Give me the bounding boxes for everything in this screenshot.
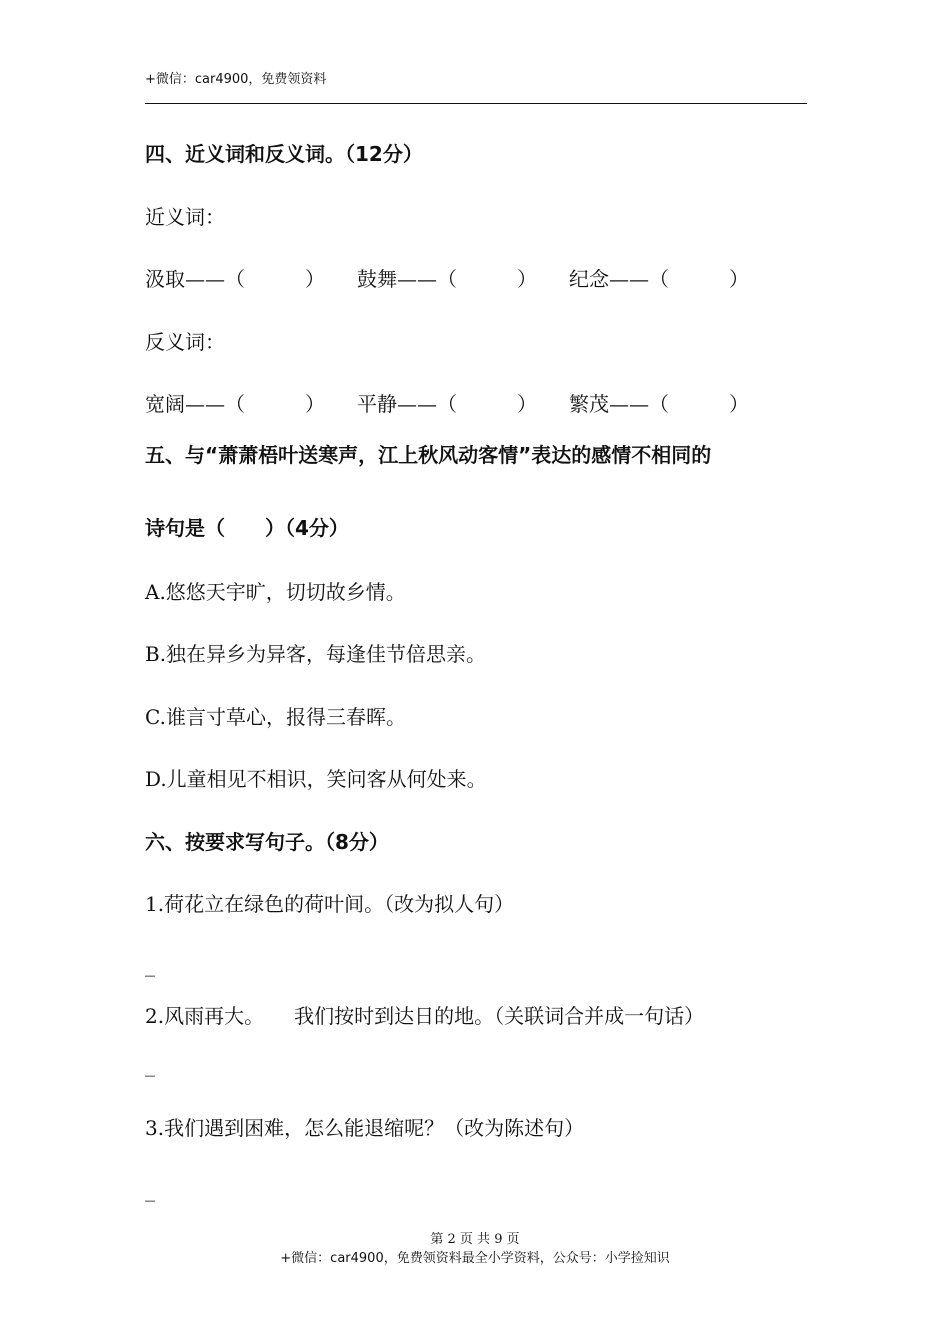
answer-line-2[interactable]: _	[145, 1053, 155, 1077]
section5-title-line1: 五、与“萧萧梧叶送寒声，江上秋风动客情”表达的感情不相同的	[145, 443, 712, 467]
answer-line-3[interactable]: _	[145, 1178, 155, 1202]
antonym-item-2: 平静——（ ）	[357, 392, 537, 416]
option-a: A.悠悠天宇旷，切切故乡情。	[145, 580, 406, 604]
option-c: C.谁言寸草心，报得三春晖。	[145, 705, 406, 729]
synonym-item-1: 汲取——（ ）	[145, 267, 325, 291]
antonyms-label: 反义词：	[145, 330, 225, 354]
answer-line-1[interactable]: _	[145, 953, 155, 977]
synonym-item-3: 纪念——（ ）	[569, 267, 749, 291]
page-number: 第 2 页 共 9 页	[430, 1232, 520, 1247]
option-b: B.独在异乡为异客，每逢佳节倍思亲。	[145, 642, 487, 666]
option-d: D.儿童相见不相识，笑问客从何处来。	[145, 767, 487, 791]
section6-title: 六、按要求写句子。（8分）	[145, 830, 389, 854]
sentence-task-2: 2.风雨再大。 我们按时到达日的地。（关联词合并成一句话）	[145, 1004, 705, 1028]
synonyms-label: 近义词：	[145, 205, 225, 229]
header-divider	[145, 103, 807, 104]
sentence-task-1: 1.荷花立在绿色的荷叶间。（改为拟人句）	[145, 892, 515, 916]
footer-note: +微信：car4900，免费领资料最全小学资料，公众号：小学捡知识	[280, 1251, 670, 1266]
antonym-item-3: 繁茂——（ ）	[569, 392, 749, 416]
antonym-item-1: 宽阔——（ ）	[145, 392, 325, 416]
sentence-task-3: 3.我们遇到困难，怎么能退缩呢？（改为陈述句）	[145, 1116, 585, 1140]
synonym-item-2: 鼓舞——（ ）	[357, 267, 537, 291]
section5-title-line2: 诗句是（ ）（4分）	[145, 516, 349, 540]
header-note: +微信：car4900，免费领资料	[145, 72, 327, 87]
section4-title: 四、近义词和反义词。（12分）	[145, 142, 423, 166]
